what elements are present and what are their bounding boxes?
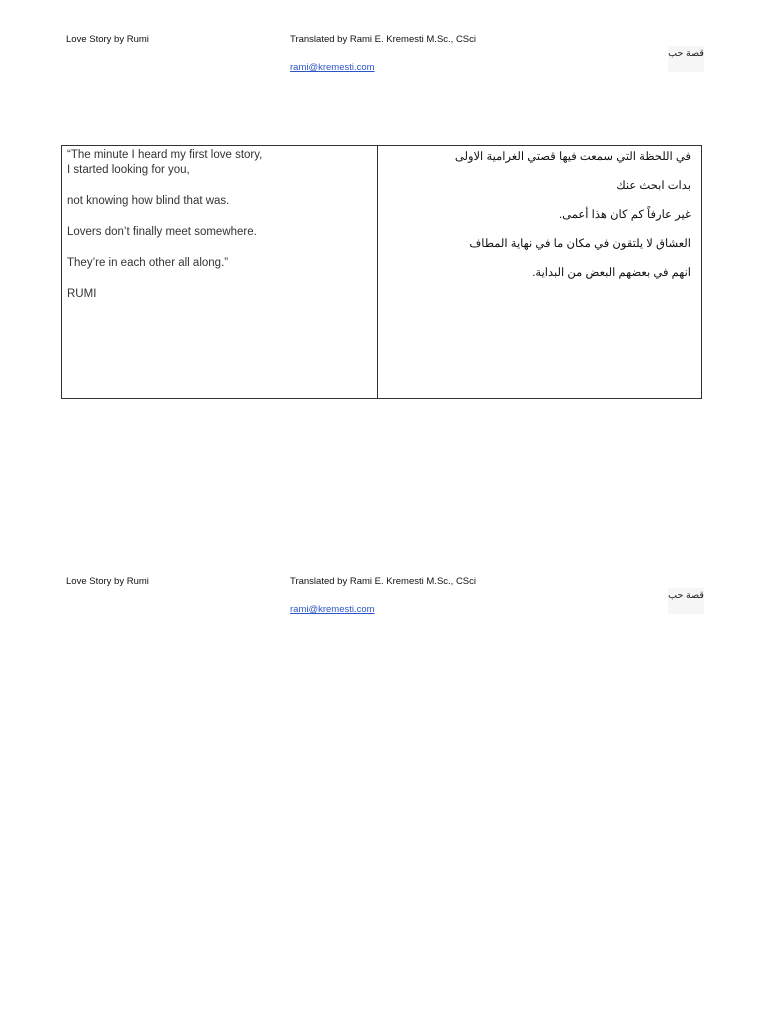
arabic-title-2: قصة حب — [668, 588, 704, 614]
poem-line-ar-2: بدات ابحث عنك — [616, 180, 691, 192]
english-column — [62, 146, 378, 398]
email-link-2[interactable]: rami@kremesti.com — [290, 604, 375, 615]
email-link[interactable]: rami@kremesti.com — [290, 62, 375, 73]
poem-author: RUMI — [67, 288, 97, 300]
arabic-column — [378, 146, 701, 398]
poem-line-en-1: “The minute I heard my first love story, — [67, 149, 263, 161]
poem-line-ar-5: انهم في بعضهم البعض من البداية. — [532, 267, 691, 279]
poem-line-ar-1: في اللحظة التي سمعت فيها قصتي الغرامية الاولى — [454, 151, 691, 163]
poem-line-ar-4: العشاق لا يلتقون في مكان ما في نهاية المطاف — [469, 238, 691, 250]
arabic-title: قصة حب — [668, 46, 704, 72]
poem-line-en-5: They’re in each other all along.” — [67, 257, 229, 269]
header-title-2: Love Story by Rumi — [66, 576, 149, 587]
poem-table — [61, 145, 702, 399]
header-translator-2: Translated by Rami E. Kremesti M.Sc., CSci — [290, 576, 477, 587]
header-translator: Translated by Rami E. Kremesti M.Sc., CSci — [290, 34, 477, 45]
poem-line-en-2: I started looking for you, — [67, 164, 190, 176]
poem-line-ar-3: غير عارفاً كم كان هذا أعمى. — [558, 209, 691, 221]
header-title: Love Story by Rumi — [66, 34, 149, 45]
poem-line-en-4: Lovers don’t finally meet somewhere. — [67, 226, 257, 238]
poem-line-en-3: not knowing how blind that was. — [67, 195, 230, 207]
